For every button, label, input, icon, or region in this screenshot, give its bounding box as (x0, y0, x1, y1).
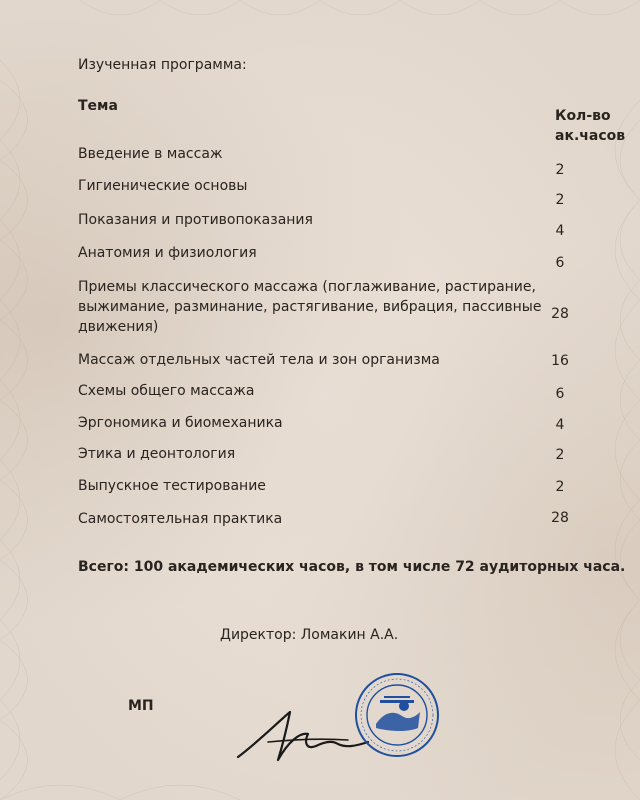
program-topic: Схемы общего массажа (78, 383, 255, 399)
program-hours: 4 (555, 223, 565, 239)
program-topic: Массаж отдельных частей тела и зон организма (78, 352, 440, 368)
official-stamp-icon (354, 672, 440, 758)
program-topic-line2: выжимание, разминание, растягивание, вибрация, пассивные (78, 299, 542, 315)
program-heading: Изученная программа: (78, 57, 247, 73)
program-hours: 28 (551, 510, 569, 526)
program-hours: 2 (555, 192, 565, 208)
total-hours-summary: Всего: 100 академических часов, в том числе 72 аудиторных часа. (78, 559, 626, 575)
program-topic: Гигиенические основы (78, 178, 248, 194)
program-topic: Выпускное тестирование (78, 478, 266, 494)
program-topic: Анатомия и физиология (78, 245, 257, 261)
program-hours: 2 (555, 162, 565, 178)
program-hours: 6 (555, 255, 565, 271)
program-hours: 4 (555, 417, 565, 433)
program-topic: Эргономика и биомеханика (78, 415, 283, 431)
column-header-hours-line1: Кол-во (555, 108, 611, 124)
program-hours: 6 (555, 386, 565, 402)
seal-label: МП (128, 698, 154, 714)
program-topic-line3: движения) (78, 319, 159, 335)
program-topic: Показания и противопоказания (78, 212, 313, 228)
program-hours: 28 (551, 306, 569, 322)
column-header-topic: Тема (78, 98, 118, 114)
program-topic: Введение в массаж (78, 146, 223, 162)
director-name: Директор: Ломакин А.А. (220, 627, 399, 643)
program-hours: 2 (555, 479, 565, 495)
column-header-hours-line2: ак.часов (555, 128, 626, 144)
program-hours: 16 (551, 353, 569, 369)
program-topic: Самостоятельная практика (78, 511, 283, 527)
program-topic-line1: Приемы классического массажа (поглаживание, растирание, (78, 279, 536, 295)
program-topic: Этика и деонтология (78, 446, 236, 462)
program-hours: 2 (555, 447, 565, 463)
